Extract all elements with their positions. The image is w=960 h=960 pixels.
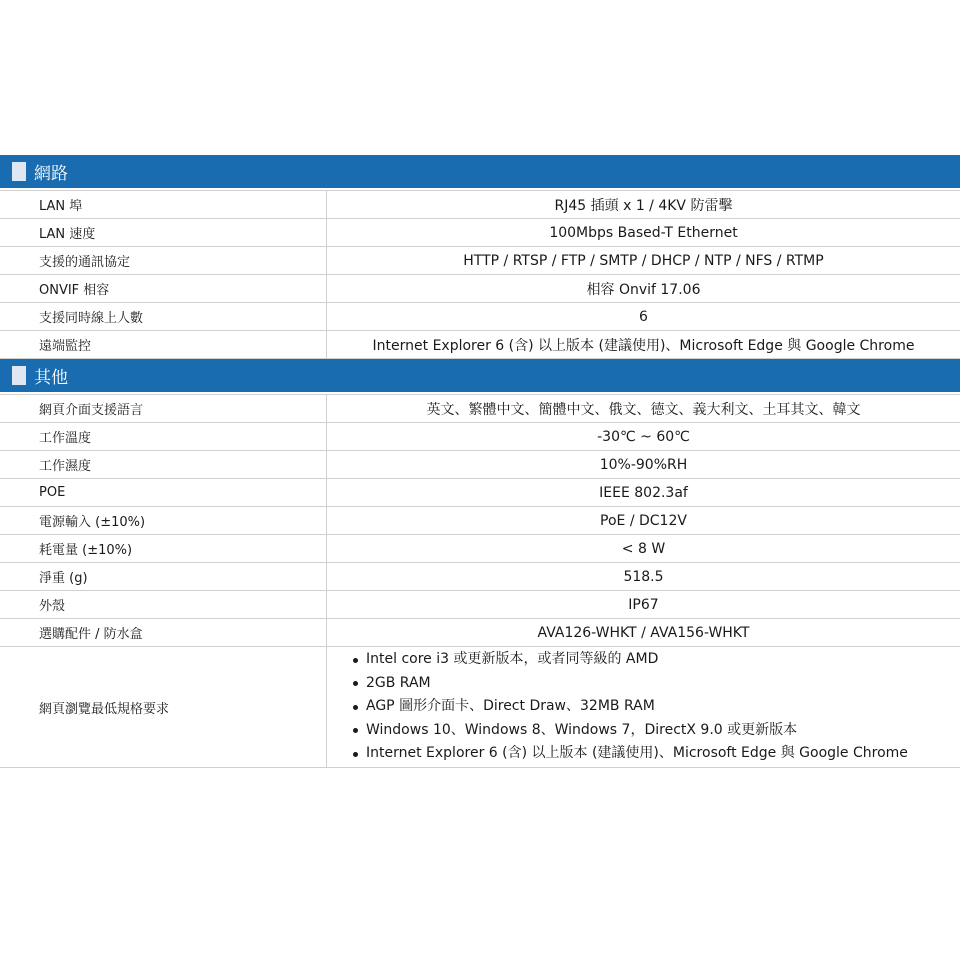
table-row (0, 423, 960, 451)
row-value: RJ45 插頭 x 1 / 4KV 防雷擊 (554, 197, 733, 214)
list-item (353, 672, 908, 696)
row-value: Internet Explorer 6 (含) 以上版本 (建議使用)、Microsoft Edge 與 Google Chrome (372, 337, 915, 354)
bullet-icon (353, 705, 358, 710)
row-label: 工作溫度 (0, 423, 327, 450)
row-label: 電源輸入 (±10%) (0, 507, 327, 534)
section-title-other: 其他 (34, 368, 68, 388)
list-item-text: Intel core i3 或更新版本，或者同等級的 AMD (366, 651, 659, 668)
row-label: LAN 埠 (0, 191, 327, 218)
table-row (0, 303, 960, 331)
list-item-text: 2GB RAM (366, 674, 431, 691)
row-label: POE (0, 479, 327, 506)
list-item (353, 695, 908, 719)
row-value: 518.5 (623, 568, 664, 585)
list-item (353, 648, 908, 672)
row-value: 6 (639, 308, 648, 325)
table-row (0, 190, 960, 219)
other-rows (0, 394, 960, 768)
row-value: 相容 Onvif 17.06 (586, 281, 701, 298)
list-item-text: AGP 圖形介面卡、Direct Draw、32MB RAM (366, 698, 655, 715)
row-value: IP67 (628, 596, 659, 613)
network-rows (0, 190, 960, 359)
bullet-icon (353, 658, 358, 663)
row-label: 支援同時線上人數 (0, 303, 327, 330)
section-title-network: 網路 (34, 164, 68, 184)
bullet-icon (353, 728, 358, 733)
table-row (0, 451, 960, 479)
table-row (0, 591, 960, 619)
row-label: 遠端監控 (0, 331, 327, 358)
row-value: -30℃ ~ 60℃ (597, 428, 690, 445)
table-row (0, 247, 960, 275)
row-value: 100Mbps Based-T Ethernet (549, 224, 738, 241)
bullet-icon (353, 752, 358, 757)
table-row (0, 619, 960, 647)
table-row (0, 219, 960, 247)
row-label: 工作濕度 (0, 451, 327, 478)
section-marker-icon (12, 366, 26, 385)
table-row (0, 331, 960, 359)
row-value: IEEE 802.3af (599, 484, 688, 501)
table-row (0, 535, 960, 563)
row-label: 網頁介面支援語言 (0, 395, 327, 422)
table-row (0, 563, 960, 591)
row-label: 耗電量 (±10%) (0, 535, 327, 562)
bullet-icon (353, 681, 358, 686)
table-row (0, 507, 960, 535)
table-row (0, 394, 960, 423)
section-marker-icon (12, 162, 26, 181)
row-value: PoE / DC12V (600, 512, 687, 529)
list-item-text: Windows 10、Windows 8、Windows 7，DirectX 9.0 或更新版本 (366, 721, 798, 738)
table-row-requirements (0, 647, 960, 768)
row-label: LAN 速度 (0, 219, 327, 246)
row-label: 支援的通訊協定 (0, 247, 327, 274)
requirements-list (327, 648, 908, 766)
row-label: 淨重 (g) (0, 563, 327, 590)
row-value: HTTP / RTSP / FTP / SMTP / DHCP / NTP / NFS / RTMP (463, 252, 824, 269)
table-row (0, 479, 960, 507)
requirements-cell (327, 647, 960, 767)
row-value: < 8 W (621, 540, 666, 557)
spec-table (0, 155, 960, 768)
table-row (0, 275, 960, 303)
section-header-network (0, 155, 960, 188)
row-value: 英文、繁體中文、簡體中文、俄文、德文、義大利文、土耳其文、韓文 (426, 401, 861, 418)
section-header-other (0, 359, 960, 392)
row-value: AVA126-WHKT / AVA156-WHKT (537, 624, 750, 641)
list-item (353, 742, 908, 766)
row-label: 外殼 (0, 591, 327, 618)
row-value: 10%-90%RH (599, 456, 688, 473)
list-item (353, 719, 908, 743)
list-item-text: Internet Explorer 6 (含) 以上版本 (建議使用)、Microsoft Edge 與 Google Chrome (366, 745, 908, 762)
row-label: 選購配件 / 防水盒 (0, 619, 327, 646)
row-label: 網頁瀏覽最低規格要求 (0, 647, 327, 767)
row-label: ONVIF 相容 (0, 275, 327, 302)
